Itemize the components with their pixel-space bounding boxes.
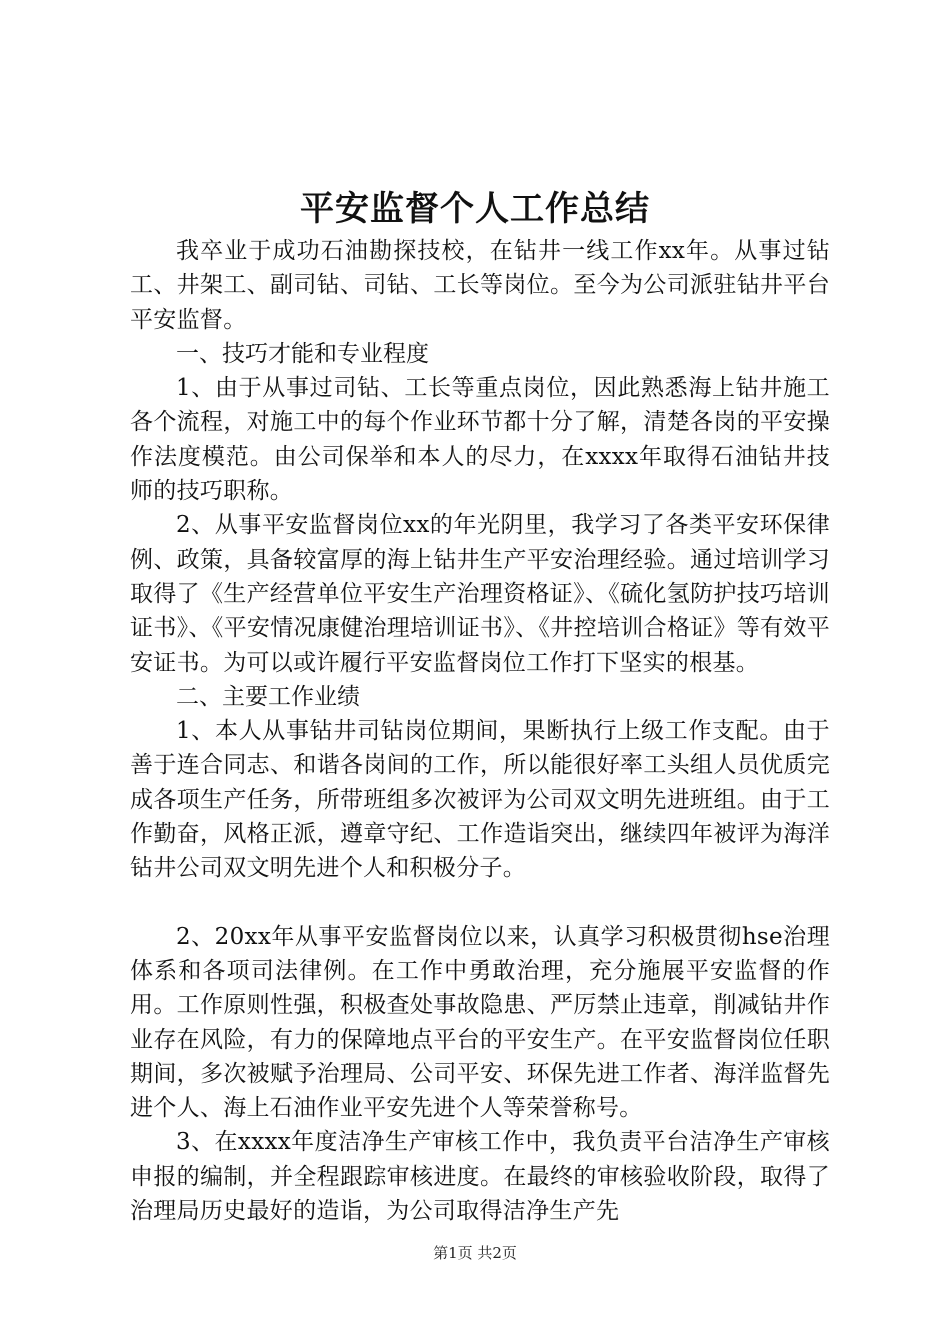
section2-heading: 二、主要工作业绩 bbox=[176, 683, 360, 710]
section1-item2-paragraph: 2、从事平安监督岗位xx的年光阴里，我学习了各类平安环保律例、政策，具备较富厚的海上钻井生产平安治理经验。通过培训学习取得了《生产经营单位平安生产治理资格证》、《硫化氢防护技巧培训证书》、《平安情况康健治理培训证书》、《井控培训合格证》等有效平安证书。为可以或许履行平安监督岗位工作打下坚实的根基。 bbox=[130, 512, 830, 676]
page-footer: 第1页 共2页 bbox=[433, 1244, 517, 1262]
section1-heading: 一、技巧才能和专业程度 bbox=[176, 340, 429, 367]
section2-item1-paragraph: 1、本人从事钻井司钻岗位期间，果断执行上级工作支配。由于善于连合同志、和谐各岗间的工作，所以能很好率工头组人员优质完成各项生产任务，所带班组多次被评为公司双文明先进班组。由于工作勤奋，风格正派，遵章守纪、工作造诣突出，继续四年被评为海洋钻井公司双文明先进个人和积极分子。 bbox=[130, 718, 830, 882]
section2-item2-paragraph: 2、20xx年从事平安监督岗位以来，认真学习积极贯彻hse治理体系和各项司法律例。在工作中勇敢治理，充分施展平安监督的作用。工作原则性强，积极查处事故隐患、严厉禁止违章，削减钻井作业存在风险，有力的保障地点平台的平安生产。在平安监督岗位任职期间，多次被赋予治理局、公司平安、环保先进工作者、海洋监督先进个人、海上石油作业平安先进个人等荣誉称号。 bbox=[130, 923, 830, 1122]
section2-item3-paragraph: 3、在xxxx年度洁净生产审核工作中，我负责平台洁净生产审核申报的编制，并全程跟踪审核进度。在最终的审核验收阶段，取得了治理局历史最好的造诣，为公司取得洁净生产先 bbox=[130, 1129, 830, 1225]
document-title: 平安监督个人工作总结 bbox=[300, 189, 650, 229]
blank-line bbox=[130, 886, 830, 920]
intro-paragraph: 我卒业于成功石油勘探技校，在钻井一线工作xx年。从事过钻工、井架工、副司钻、司钻、工长等岗位。至今为公司派驻钻井平台平安监督。 bbox=[130, 238, 830, 333]
section1-item1-paragraph: 1、由于从事过司钻、工长等重点岗位，因此熟悉海上钻井施工各个流程，对施工中的每个作业环节都十分了解，清楚各岗的平安操作法度模范。由公司保举和本人的尽力，在xxxx年取得石油钻井技师的技巧职称。 bbox=[130, 375, 830, 505]
document-body bbox=[130, 234, 830, 1228]
